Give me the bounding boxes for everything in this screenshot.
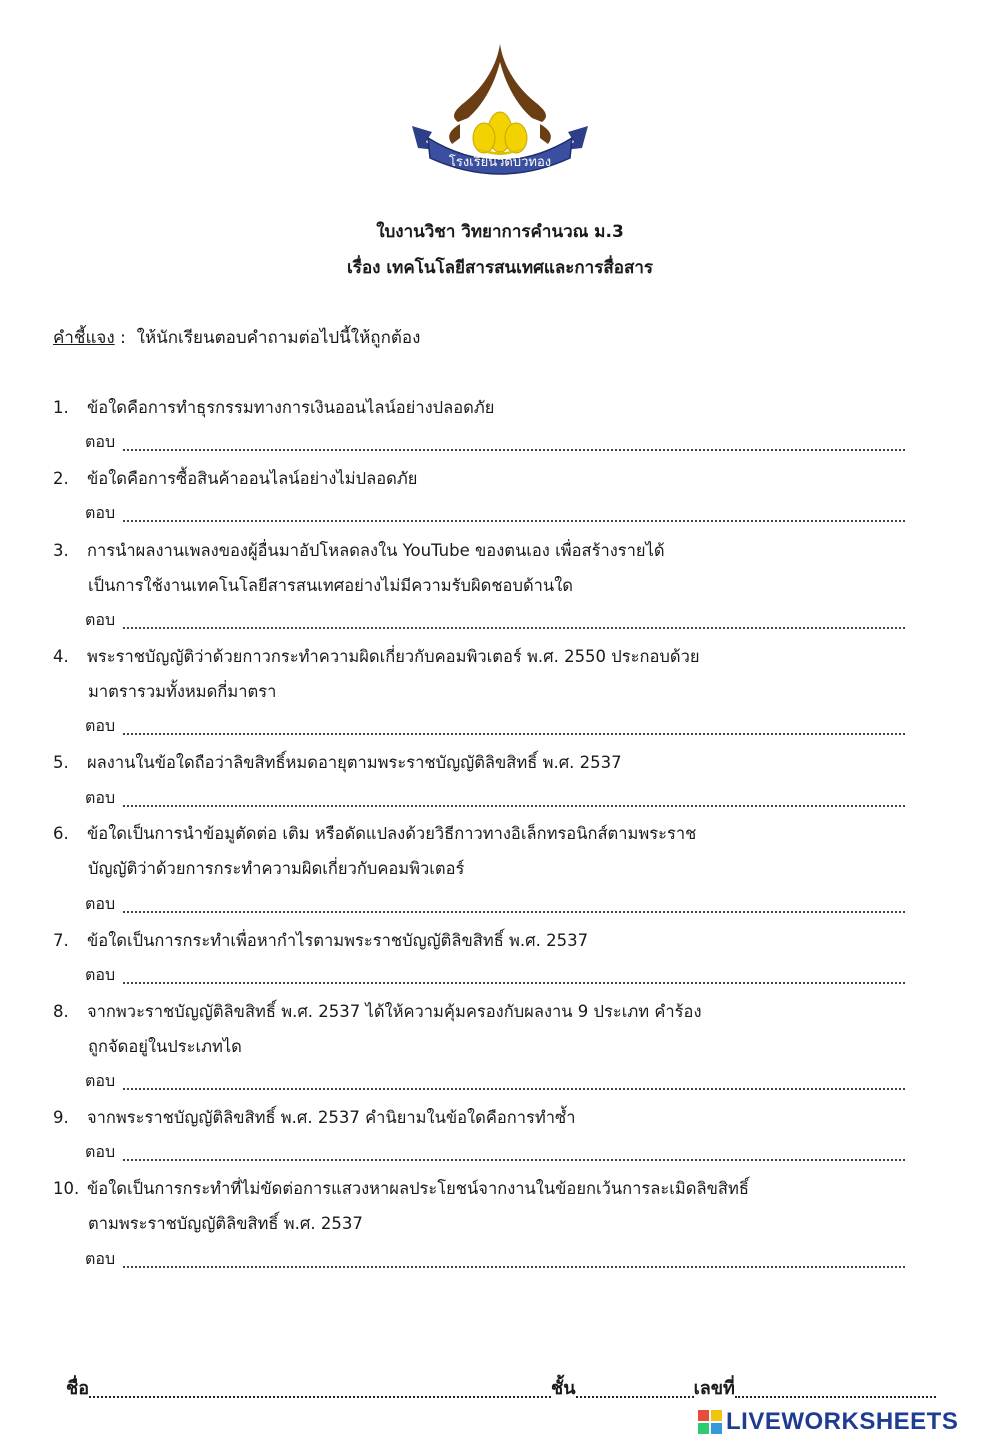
question-text: ผลงานในข้อใดถือว่าลิขสิทธิ์หมดอายุตามพระราชบัญญัติลิขสิทธิ์ พ.ศ. 2537: [87, 753, 622, 772]
name-field[interactable]: [89, 1382, 551, 1398]
answer-line-3[interactable]: [85, 608, 905, 633]
answer-label: ตอบ: [85, 610, 116, 629]
question-text: การนำผลงานเพลงของผู้อื่นมาอัปโหลดลงใน YouTube ของตนเอง เพื่อสร้างรายได้: [87, 541, 665, 560]
answer-line-6[interactable]: [85, 892, 905, 917]
question-7: [53, 928, 588, 954]
answer-label: ตอบ: [85, 965, 116, 984]
question-8: [53, 999, 702, 1025]
answer-line-8[interactable]: [85, 1069, 905, 1094]
instruction-label: คำชี้แจง: [53, 328, 115, 348]
question-10: [53, 1176, 749, 1202]
answer-line-1[interactable]: [85, 430, 905, 455]
instruction: [53, 324, 420, 351]
class-label: ชั้น: [551, 1378, 576, 1399]
question-4: [53, 644, 700, 670]
liveworksheets-logo-icon: [698, 1410, 722, 1434]
question-text: ข้อใดคือการซื้อสินค้าออนไลน์อย่างไม่ปลอดภัย: [87, 469, 418, 488]
question-text: ข้อใดเป็นการนำข้อมูตัดต่อ เติม หรือดัดแปลงด้วยวิธีกาวทางอิเล็กทรอนิกส์ตามพระราช: [87, 824, 697, 843]
question-8-continued: ถูกจัดอยู่ในประเภทได: [88, 1037, 242, 1056]
question-text: ข้อใดเป็นการกระทำเพื่อหากำไรตามพระราชบัญญัติลิขสิทธิ์ พ.ศ. 2537: [87, 931, 589, 950]
question-number: 10.: [53, 1179, 80, 1198]
question-number: 5.: [53, 753, 69, 772]
question-number: 1.: [53, 398, 69, 417]
answer-dots: [123, 897, 905, 913]
liveworksheets-brand: [698, 1408, 958, 1436]
answer-label: ตอบ: [85, 788, 116, 807]
number-label: เลขที่: [693, 1378, 735, 1399]
answer-dots: [123, 1074, 905, 1090]
question-3-continued: เป็นการใช้งานเทคโนโลยีสารสนเทศอย่างไม่มีความรับผิดชอบด้านใด: [88, 576, 573, 595]
answer-line-9[interactable]: [85, 1140, 905, 1165]
question-9: [53, 1105, 576, 1131]
answer-label: ตอบ: [85, 894, 116, 913]
question-number: 6.: [53, 824, 69, 843]
answer-line-7[interactable]: [85, 963, 905, 988]
question-text: ข้อใดคือการทำธุรกรรมทางการเงินออนไลน์อย่างปลอดภัย: [87, 398, 495, 417]
answer-line-4[interactable]: [85, 714, 905, 739]
question-text: พระราชบัญญัติว่าด้วยกาวกระทำความผิดเกี่ยวกับคอมพิวเตอร์ พ.ศ. 2550 ประกอบด้วย: [87, 647, 700, 666]
question-text: จากพระราชบัญญัติลิขสิทธิ์ พ.ศ. 2537 คำนิยามในข้อใดคือการทำซ้ำ: [87, 1108, 576, 1127]
brand-text: LIVEWORKSHEETS: [726, 1408, 959, 1435]
question-number: 4.: [53, 647, 69, 666]
answer-dots: [123, 968, 905, 984]
answer-label: ตอบ: [85, 503, 116, 522]
question-2: [53, 466, 417, 492]
answer-line-2[interactable]: [85, 501, 905, 526]
name-label: ชื่อ: [66, 1378, 90, 1399]
answer-label: ตอบ: [85, 432, 116, 451]
answer-label: ตอบ: [85, 1249, 116, 1268]
question-4-continued: มาตรารวมทั้งหมดกี่มาตรา: [88, 682, 277, 701]
number-field[interactable]: [735, 1382, 936, 1398]
question-3: [53, 538, 665, 564]
answer-label: ตอบ: [85, 1142, 116, 1161]
logo-school-name: โรงเรียนวัดบัวทอง: [448, 155, 552, 170]
question-6: [53, 821, 696, 847]
question-5: [53, 750, 622, 776]
question-number: 3.: [53, 541, 69, 560]
class-field[interactable]: [576, 1382, 694, 1398]
question-number: 2.: [53, 469, 69, 488]
answer-line-10[interactable]: [85, 1247, 905, 1272]
question-text: จากพวะราชบัญญัติลิขสิทธิ์ พ.ศ. 2537 ได้ให้ความคุ้มครองกับผลงาน 9 ประเภท คำร้อง: [87, 1002, 702, 1021]
answer-dots: [123, 435, 905, 451]
answer-dots: [123, 506, 905, 522]
question-number: 8.: [53, 1002, 69, 1021]
answer-dots: [123, 1145, 905, 1161]
worksheet-subtitle: เรื่อง เทคโนโลยีสารสนเทศและการสื่อสาร: [347, 258, 653, 278]
worksheet-title: ใบงานวิชา วิทยาการคำนวณ ม.3: [376, 222, 624, 242]
instruction-text: ให้นักเรียนตอบคำถามต่อไปนี้ให้ถูกต้อง: [136, 328, 421, 348]
question-1: [53, 395, 494, 421]
school-logo: [410, 40, 590, 182]
answer-line-5[interactable]: [85, 786, 905, 811]
question-10-continued: ตามพระราชบัญญัติลิขสิทธิ์ พ.ศ. 2537: [88, 1214, 363, 1233]
question-number: 7.: [53, 931, 69, 950]
answer-dots: [123, 719, 905, 735]
answer-label: ตอบ: [85, 716, 116, 735]
instruction-separator: :: [114, 328, 137, 348]
student-info-row: [66, 1373, 936, 1402]
answer-dots: [123, 613, 905, 629]
question-6-continued: บัญญัติว่าด้วยการกระทำความผิดเกี่ยวกับคอมพิวเตอร์: [88, 859, 465, 878]
question-text: ข้อใดเป็นการกระทำที่ไม่ขัดต่อการแสวงหาผลประโยชน์จากงานในข้อยกเว้นการละเมิดลิขสิทธิ์: [87, 1179, 749, 1198]
answer-dots: [123, 791, 905, 807]
answer-dots: [123, 1252, 905, 1268]
answer-label: ตอบ: [85, 1071, 116, 1090]
question-number: 9.: [53, 1108, 69, 1127]
